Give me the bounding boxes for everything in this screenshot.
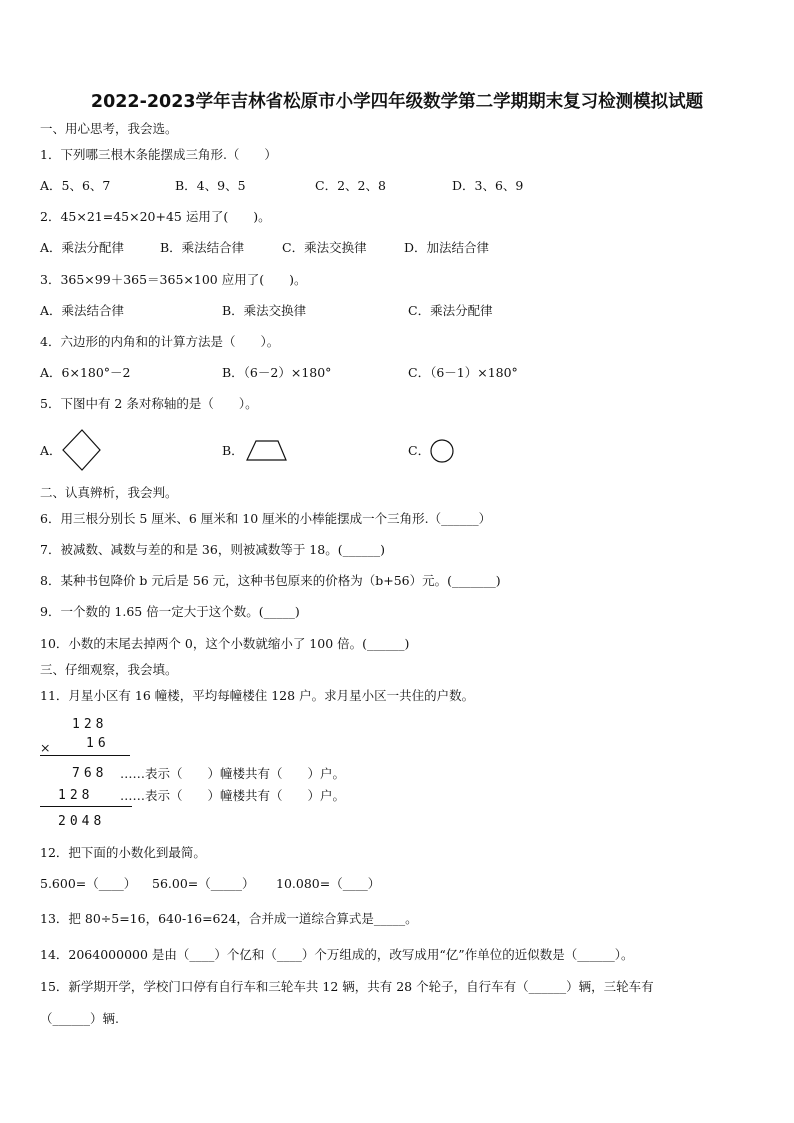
multiplier: 16 [86,736,110,751]
question-1-option-a: A．5、6、7 [40,178,111,193]
question-15-line-1: 15．新学期开学，学校门口停有自行车和三轮车共 12 辆，共有 28 个轮子，自行车有（______）辆，三轮车有 [40,979,654,994]
question-1-stem: 1．下列哪三根木条能摆成三角形.（ ） [40,147,277,162]
question-15-line-2: （______）辆. [40,1011,119,1026]
question-12-part-a: 5.600=（____） [40,876,137,891]
question-1-option-c: C．2、2、8 [315,178,386,193]
product-result: 2048 [58,814,106,829]
question-14: 14．2064000000 是由（____）个亿和（____）个万组成的，改写成用“亿”作单位的近似数是（______）。 [40,947,634,962]
question-3-stem: 3．365×99＋365＝365×100 应用了( )。 [40,272,307,287]
circle-icon [430,439,456,465]
question-5-option-b: B． [222,443,244,458]
question-2-stem: 2．45×21=45×20+45 运用了( )。 [40,209,271,224]
question-11-stem: 11．月星小区有 16 幢楼，平均每幢楼住 128 户。求月星小区一共住的户数。 [40,688,475,703]
question-2-option-a: A．乘法分配律 [40,240,125,255]
partial-product-2-note: ……表示（ ）幢楼共有（ ）户。 [120,788,346,803]
question-4-option-b: B．（6－2）×180° [222,365,332,380]
question-3-option-c: C．乘法分配律 [408,303,493,318]
question-2-option-c: C．乘法交换律 [282,240,367,255]
question-4-stem: 4．六边形的内角和的计算方法是（ ）。 [40,334,280,349]
question-2-option-b: B．乘法结合律 [160,240,245,255]
calc-rule-1 [40,755,130,756]
question-1-option-d: D．3、6、9 [452,178,524,193]
question-3-option-b: B．乘法交换律 [222,303,307,318]
partial-product-2: 128 [58,788,94,803]
question-9: 9．一个数的 1.65 倍一定大于这个数。(_____) [40,604,300,619]
question-1-option-b: B．4、9、5 [175,178,246,193]
multiplicand: 128 [72,717,108,732]
question-12-stem: 12．把下面的小数化到最简。 [40,845,206,860]
section-heading-3: 三、仔细观察，我会填。 [40,662,178,677]
question-4-option-a: A．6×180°－2 [40,365,131,380]
calc-rule-2 [40,806,132,807]
page-title: 2022-2023学年吉林省松原市小学四年级数学第二学期期末复习检测模拟试题 [90,92,704,112]
question-5-option-a: A． [40,443,62,458]
question-13: 13．把 80÷5=16，640-16=624，合并成一道综合算式是_____。 [40,911,418,926]
question-5-option-c: C． [408,443,431,458]
question-2-option-d: D．加法结合律 [404,240,490,255]
question-6: 6．用三根分别长 5 厘米、6 厘米和 10 厘米的小棒能摆成一个三角形.（______） [40,511,492,526]
question-12-part-c: 10.080=（____） [276,876,381,891]
section-heading-1: 一、用心思考，我会选。 [40,121,178,136]
question-3-option-a: A．乘法结合律 [40,303,125,318]
question-7: 7．被减数、减数与差的和是 36，则被减数等于 18。(______) [40,542,385,557]
question-4-option-c: C．（6－1）×180° [408,365,518,380]
question-8: 8．某种书包降价 b 元后是 56 元，这种书包原来的价格为（b+56）元。(_______) [40,573,501,588]
times-sign: × [40,740,51,755]
question-5-stem: 5．下图中有 2 条对称轴的是（ ）。 [40,396,258,411]
diamond-icon [62,429,102,471]
partial-product-1-note: ……表示（ ）幢楼共有（ ）户。 [120,766,346,781]
question-10: 10．小数的末尾去掉两个 0，这个小数就缩小了 100 倍。(______) [40,636,410,651]
question-12-part-b: 56.00=（_____） [152,876,255,891]
trapezoid-icon [246,440,288,462]
section-heading-2: 二、认真辨析，我会判。 [40,485,178,500]
partial-product-1: 768 [72,766,108,781]
